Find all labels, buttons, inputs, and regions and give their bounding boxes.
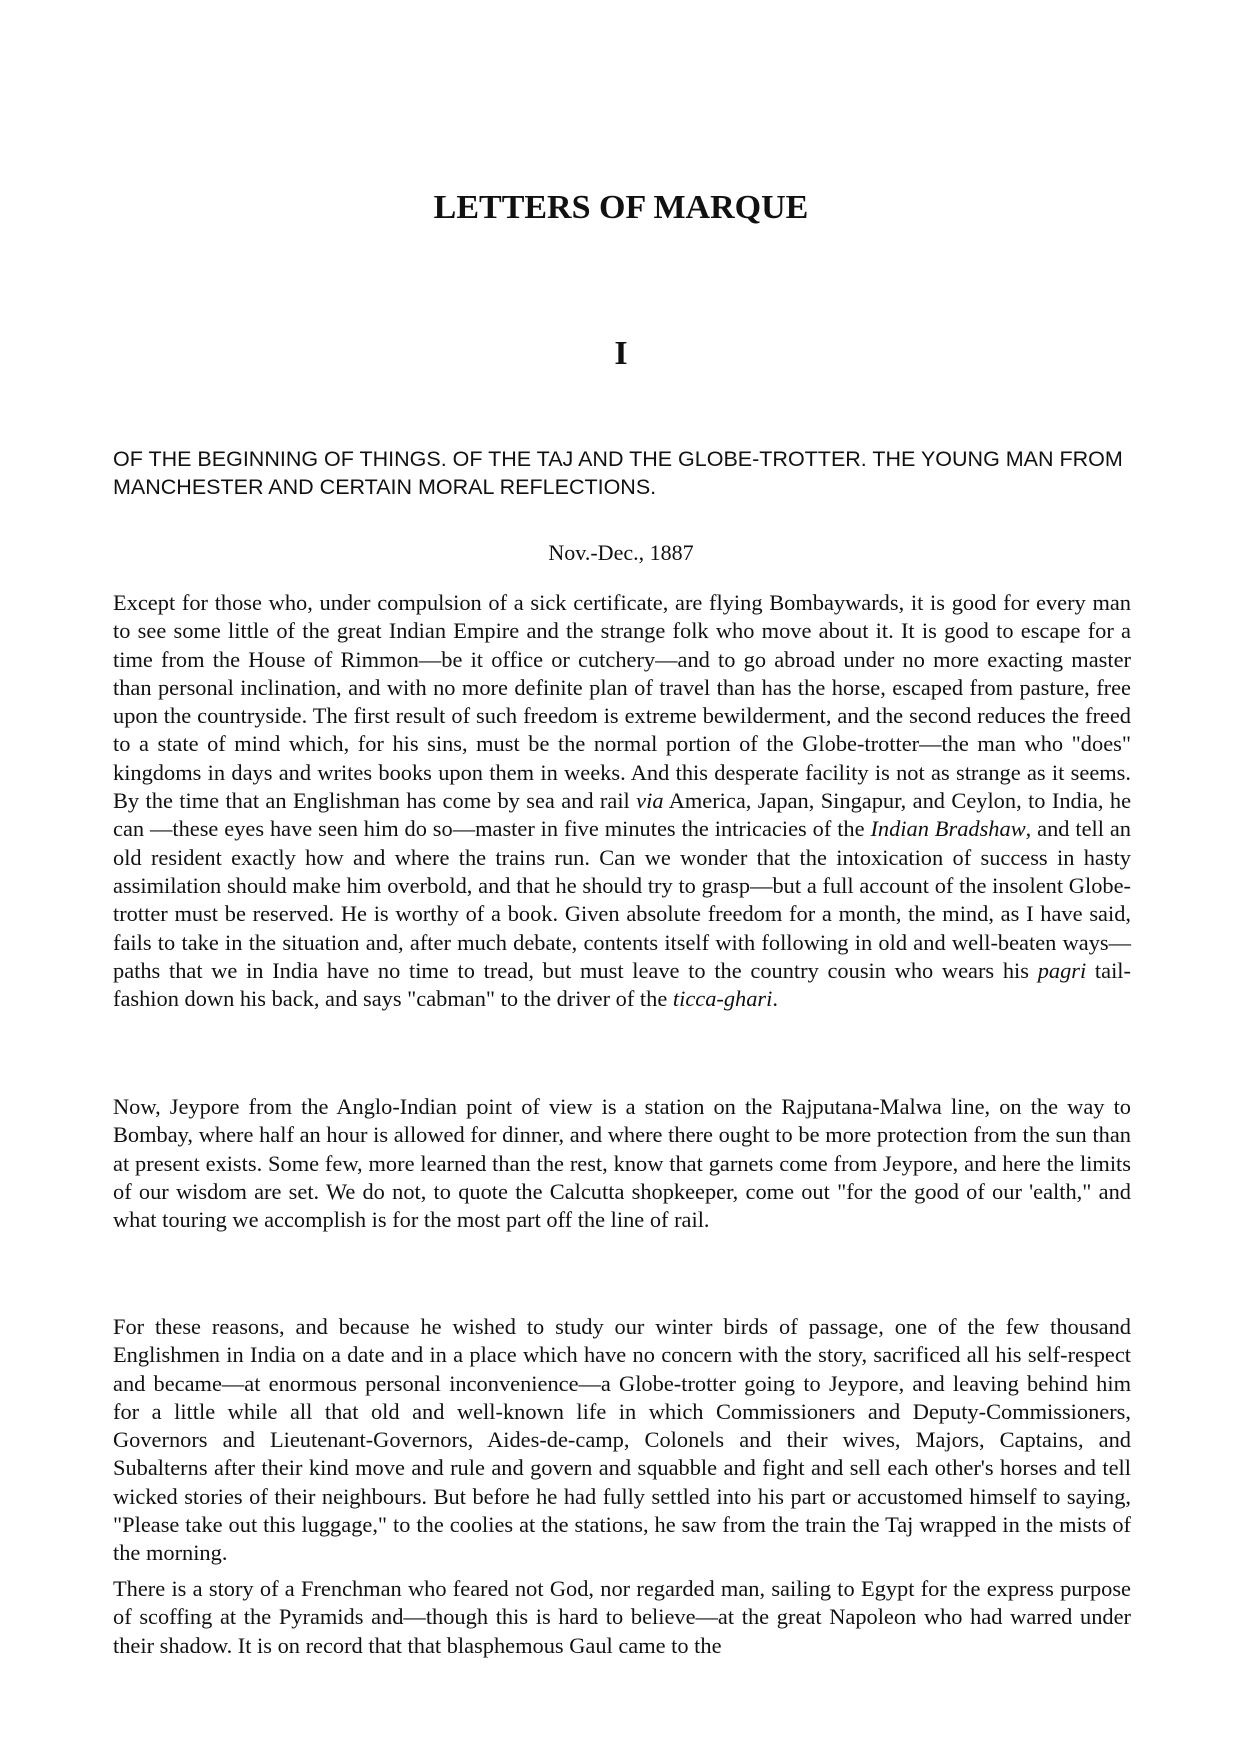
dateline: Nov.-Dec., 1887 [548,540,694,565]
italic-via: via [636,788,664,814]
paragraph-1-text: , and tell an old resident exactly how and where the trains run. Can we wonder that the intoxication of success in hasty assimilation should make him overbold, and that he should try to grasp—but a full account of the insolent Globe-trotter must be reserved. He is worthy of a book. Given absolute freedom for a month, the mind, as I have said, fails to take in the situation and, after much debate, contents itself with following in old and well-beaten ways—paths that we in India have no time to tread, but must leave to the country cousin who wears his [113,816,1131,983]
italic-ticca-ghari: ticca-ghari [672,986,773,1012]
paragraph-1-text: Except for those who, under compulsion of a sick certificate, are flying Bombaywards, it is good for every man to see some little of the great Indian Empire and the strange folk who move about it. It is good to escape for a time from the House of Rimmon—be it office or cutchery—and to go abroad under no more exacting master than personal inclination, and with no more definite plan of travel than has the horse, escaped from pasture, free upon the countryside. The first result of such freedom is extreme bewilderment, and the second reduces the freed to a state of mind which, for his sins, must be the normal portion of the Globe-trotter—the man who "does" kingdoms in days and writes books upon them in weeks. And this desperate facility is not as strange as it seems. By the time that an Englishman has come by sea and rail [113,590,1131,814]
italic-indian-bradshaw: Indian Bradshaw [870,816,1026,842]
paragraph-1-text: tail-fashion down his back, and says "cabman" to the driver of the [113,957,1131,1012]
chapter-number: I [614,335,628,372]
paragraph-1-text: America, Japan, Singapur, and Ceylon, to India, he can —these eyes have seen him do so—master in five minutes the intricacies of the [113,788,1132,842]
paragraph-1-text: . [772,986,778,1012]
paragraph-1 [113,589,1131,1013]
chapter-summary: OF THE BEGINNING OF THINGS. OF THE TAJ AND THE GLOBE-TROTTER. THE YOUNG MAN FROM MANCHESTER AND CERTAIN MORAL REFLECTIONS. [113,447,1123,499]
italic-pagri: pagri [1037,957,1087,983]
paragraph-4: There is a story of a Frenchman who feared not God, nor regarded man, sailing to Egypt for the express purpose of scoffing at the Pyramids and—though this is hard to believe—at the great Napoleon who had warred under their shadow. It is on record that that blasphemous Gaul came to the [113,1576,1131,1658]
paragraph-2: Now, Jeypore from the Anglo-Indian point of view is a station on the Rajputana-Malwa line, on the way to Bombay, where half an hour is allowed for dinner, and where there ought to be more protection from the sun than at present exists. Some few, more learned than the rest, know that garnets come from Jeypore, and here the limits of our wisdom are set. We do not, to quote the Calcutta shopkeeper, come out "for the good of our 'ealth," and what touring we accomplish is for the most part off the line of rail. [113,1094,1131,1233]
book-title: LETTERS OF MARQUE [433,189,809,226]
paragraph-3: For these reasons, and because he wished to study our winter birds of passage, one of the few thousand Englishmen in India on a date and in a place which have no concern with the story, sacrificed all his self-respect and became—at enormous personal inconvenience—a Globe-trotter going to Jeypore, and leaving behind him for a little while all that old and well-known life in which Commissioners and Deputy-Commissioners, Governors and Lieutenant-Governors, Aides-de-camp, Colonels and their wives, Majors, Captains, and Subalterns after their kind move and rule and govern and squabble and fight and sell each other's horses and tell wicked stories of their neighbours. But before he had fully settled into his part or accustomed himself to saying, "Please take out this luggage," to the coolies at the stations, he saw from the train the Taj wrapped in the mists of the morning. [113,1314,1131,1566]
